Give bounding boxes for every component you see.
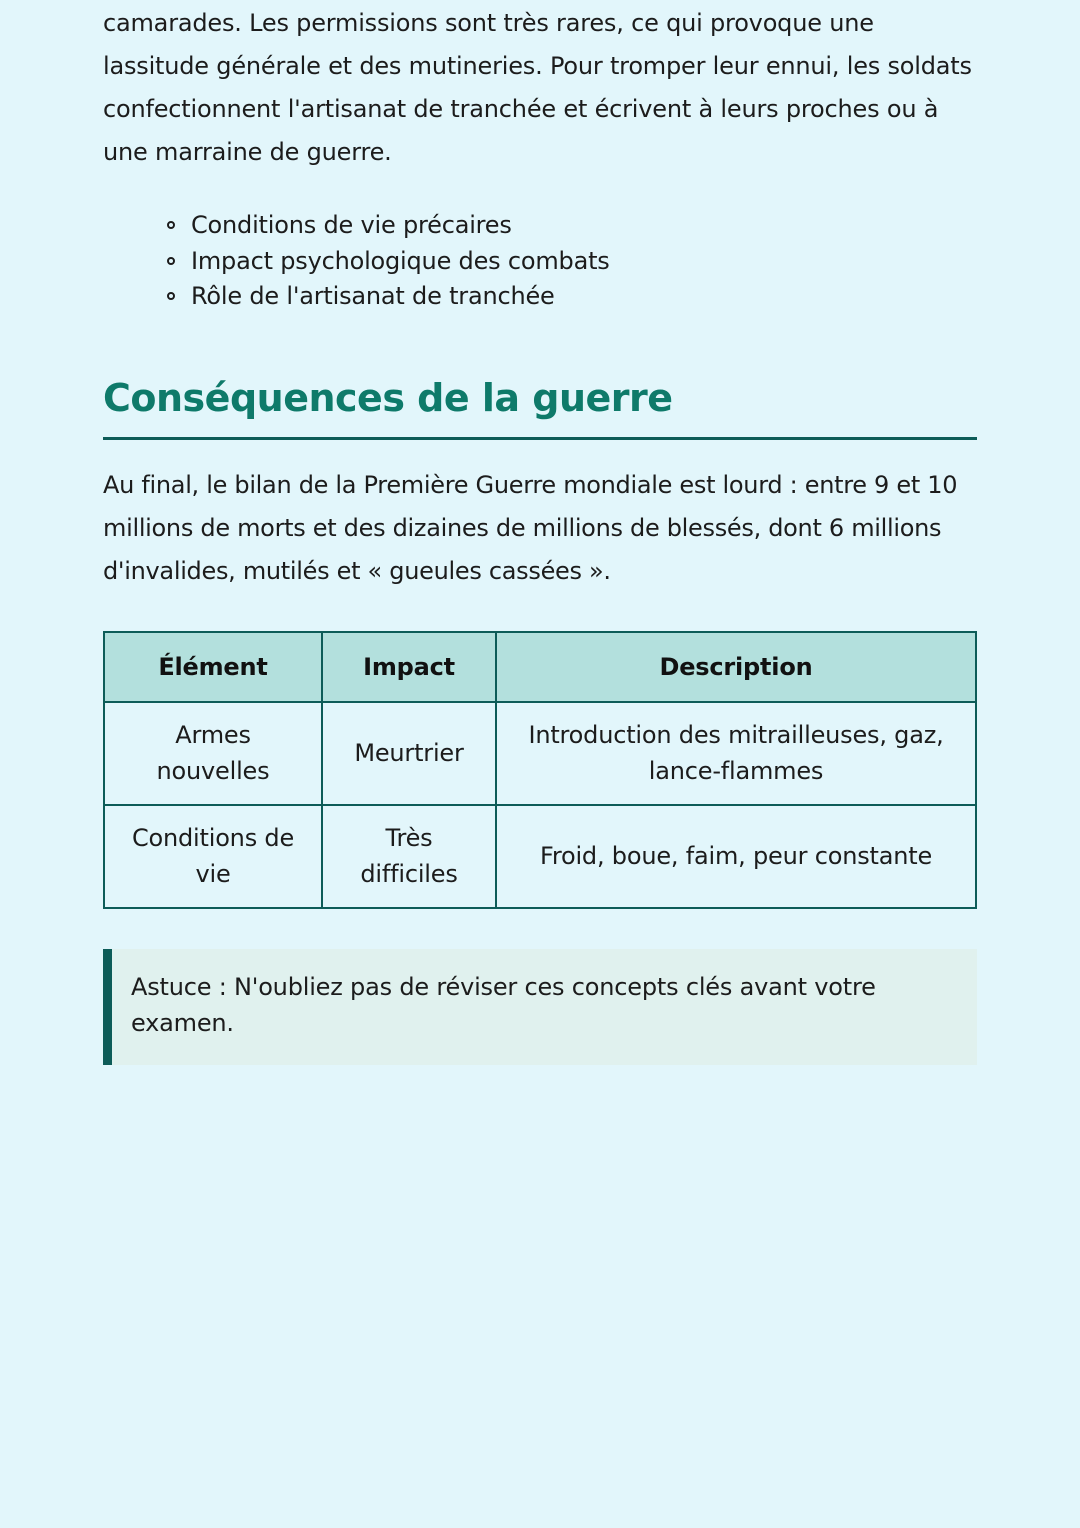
document-page <box>103 0 977 1065</box>
list-item-text: Rôle de l'artisanat de tranchée <box>191 282 555 310</box>
bullet-list <box>103 208 977 315</box>
tip-accent-bar <box>103 949 112 1065</box>
list-item <box>167 208 977 244</box>
table-cell: Froid, boue, faim, peur constante <box>496 805 976 908</box>
tip-text: Astuce : N'oubliez pas de réviser ces concepts clés avant votre examen. <box>131 972 876 1037</box>
intro-paragraph: camarades. Les permissions sont très rares, ce qui provoque une lassitude générale et des mutineries. Pour tromper leur ennui, les soldats confectionnent l'artisanat de tranchée et écrivent à leurs proches ou à une marraine de guerre. <box>103 9 972 166</box>
list-item-text: Impact psychologique des combats <box>191 246 610 275</box>
table-row <box>104 702 976 805</box>
table-cell: Introduction des mitrailleuses, gaz, lance-flammes <box>496 702 976 805</box>
table-header-row <box>104 632 976 702</box>
section-heading: Conséquences de la guerre <box>103 373 977 440</box>
section-paragraph: Au final, le bilan de la Première Guerre mondiale est lourd : entre 9 et 10 millions de morts et des dizaines de millions de blessés, dont 6 millions d'invalides, mutilés et « gueules cassées ». <box>103 470 958 585</box>
list-item <box>167 244 977 280</box>
table-cell: Très difficiles <box>322 805 496 908</box>
bullet-circle-icon <box>167 257 175 265</box>
table-cell: Meurtrier <box>322 702 496 805</box>
list-item <box>167 279 977 315</box>
list-item-text: Conditions de vie précaires <box>191 211 512 239</box>
table-cell: Armes nouvelles <box>104 702 322 805</box>
table-header-cell: Description <box>496 632 976 702</box>
table-header-cell: Élément <box>104 632 322 702</box>
table-cell: Conditions de vie <box>104 805 322 908</box>
consequences-table <box>103 631 977 909</box>
table-row <box>104 805 976 908</box>
table-header-cell: Impact <box>322 632 496 702</box>
tip-callout <box>103 949 977 1065</box>
bullet-circle-icon <box>167 221 175 229</box>
bullet-circle-icon <box>167 292 175 300</box>
